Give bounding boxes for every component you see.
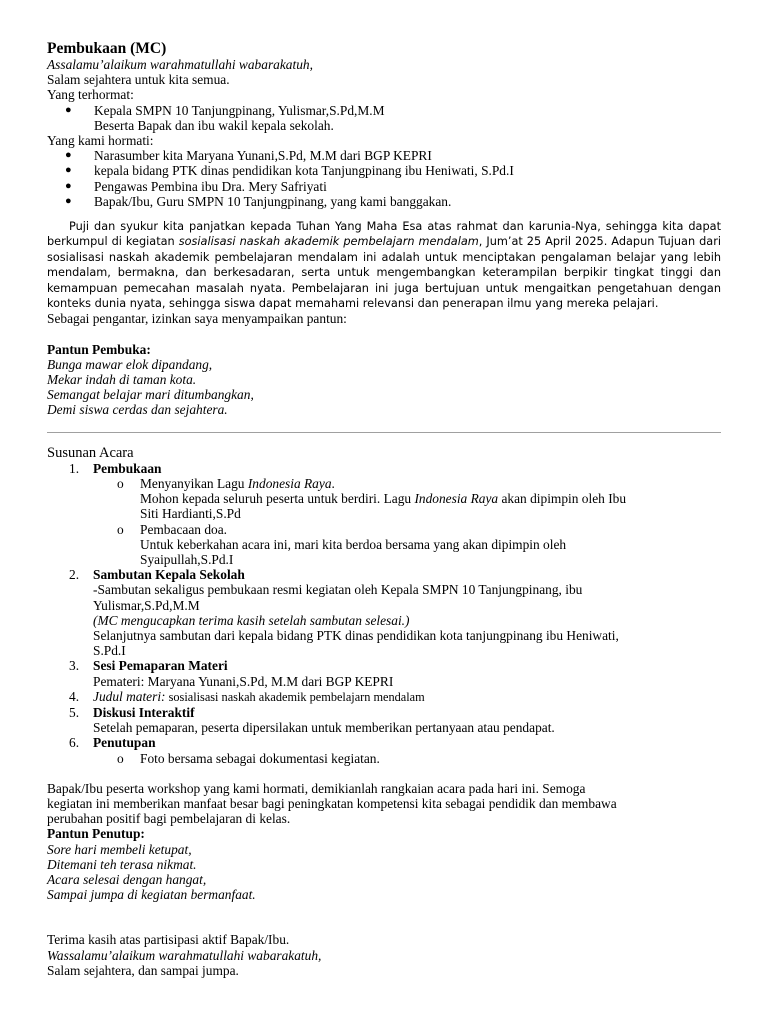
agenda-subitem: o Pembacaan doa. bbox=[117, 521, 227, 537]
closing-thanks: Terima kasih atas partisipasi aktif Bapak/Ibu. bbox=[47, 932, 290, 948]
agenda-item-2-title: 2. Sambutan Kepala Sekolah bbox=[69, 567, 245, 583]
closing-text: Bapak/Ibu peserta workshop yang kami hormati, demikianlah rangkaian acara pada hari ini. Semoga bbox=[47, 780, 586, 796]
respected-item: ● Bapak/Ibu, Guru SMPN 10 Tanjungpinang, yang kami banggakan. bbox=[65, 193, 452, 209]
opening-pantun-line: Demi siswa cerdas dan sejahtera. bbox=[47, 402, 228, 418]
agenda-item-4: 4. Judul materi: sosialisasi naskah akademik pembelajarn mendalam bbox=[69, 688, 425, 704]
agenda-subitem: o Foto bersama sebagai dokumentasi kegiatan. bbox=[117, 750, 380, 766]
agenda-subitem-desc: Syaipullah,S.Pd.I bbox=[140, 551, 234, 567]
pantun-intro: Sebagai pengantar, izinkan saya menyampaikan pantun: bbox=[47, 311, 347, 327]
respected-item: ● Pengawas Pembina ibu Dra. Mery Safriyati bbox=[65, 178, 327, 194]
opening-salam: Salam sejahtera untuk kita semua. bbox=[47, 72, 230, 88]
opening-paragraph: Puji dan syukur kita panjatkan kepada Tuhan Yang Maha Esa atas rahmat dan karunia-Nya, sehingga kita dapat berkumpul di kegiatan sosialisasi naskah akademik pembelajarn mendalam, Jum’at 25 April 2025. Adapun Tujuan dari sosialisasi naskah akademik pembelajaran mendalam ini adalah untuk menciptakan pengalaman belajar yang lebih mendalam, bermakna, dan berkesadaran, serta untuk mengembangkan keterampilan berpikir tingkat tinggi dan kemampuan pemecahan masalah nyata. Pembelajaran ini juga bertujuan untuk mengaitkan pengetahuan dengan konteks dunia nyata, sehingga siswa dapat memahami relevansi dan penerapan ilmu yang mereka pelajari. bbox=[47, 220, 722, 311]
honored-label: Yang terhormat: bbox=[47, 87, 134, 103]
agenda-item-text: S.Pd.I bbox=[93, 643, 126, 659]
opening-heading: Pembukaan (MC) bbox=[47, 40, 167, 57]
respected-item: ● kepala bidang PTK dinas pendidikan kota Tanjungpinang ibu Heniwati, S.Pd.I bbox=[65, 163, 514, 179]
opening-pantun-line: Mekar indah di taman kota. bbox=[47, 372, 197, 388]
closing-pantun-title: Pantun Penutup: bbox=[47, 826, 145, 842]
respected-item: ● Narasumber kita Maryana Yunani,S.Pd, M.M dari BGP KEPRI bbox=[65, 148, 432, 164]
agenda-heading: Susunan Acara bbox=[47, 444, 134, 461]
opening-greeting: Assalamu’alaikum warahmatullahi wabarakatuh, bbox=[47, 57, 313, 72]
agenda-subitem: o Menyanyikan Lagu Indonesia Raya. bbox=[117, 475, 335, 491]
bullet-icon: ● bbox=[65, 194, 72, 207]
closing-pantun-line: Ditemani teh terasa nikmat. bbox=[47, 856, 197, 872]
closing-text: kegiatan ini memberikan manfaat besar bagi peningkatan kompetensi kita sebagai pendidik dan membawa bbox=[47, 795, 617, 811]
agenda-item-text: Pemateri: Maryana Yunani,S.Pd, M.M dari BGP KEPRI bbox=[93, 673, 394, 689]
opening-pantun-line: Bunga mawar elok dipandang, bbox=[47, 356, 213, 372]
closing-text: perubahan positif bagi pembelajaran di kelas. bbox=[47, 811, 291, 827]
agenda-item-5-title: 5. Diskusi Interaktif bbox=[69, 704, 195, 720]
closing-final: Salam sejahtera, dan sampai jumpa. bbox=[47, 962, 239, 978]
agenda-subitem-desc: Untuk keberkahan acara ini, mari kita berdoa bersama yang akan dipimpin oleh bbox=[140, 536, 567, 552]
closing-pantun-line: Sore hari membeli ketupat, bbox=[47, 841, 192, 857]
closing-farewell: Wassalamu’alaikum warahmatullahi wabarakatuh, bbox=[47, 947, 322, 963]
agenda-item-text: Yulismar,S.Pd,M.M bbox=[93, 597, 200, 613]
agenda-item-note: (MC mengucapkan terima kasih setelah sambutan selesai.) bbox=[93, 612, 410, 628]
agenda-subitem-desc: Mohon kepada seluruh peserta untuk berdiri. Lagu Indonesia Raya akan dipimpin oleh Ibu bbox=[140, 491, 627, 507]
agenda-item-text: Setelah pemaparan, peserta dipersilakan untuk memberikan pertanyaan atau pendapat. bbox=[93, 720, 555, 736]
bullet-icon: ● bbox=[65, 164, 72, 177]
bullet-icon: ● bbox=[65, 149, 72, 162]
respected-label: Yang kami hormati: bbox=[47, 133, 154, 149]
agenda-subitem-desc: Siti Hardianti,S.Pd bbox=[140, 506, 241, 522]
agenda-item-text: -Sambutan sekaligus pembukaan resmi kegiatan oleh Kepala SMPN 10 Tanjungpinang, ibu bbox=[93, 582, 583, 598]
agenda-item-1-title: 1. Pembukaan bbox=[69, 460, 162, 476]
honored-continuation: Beserta Bapak dan ibu wakil kepala sekolah. bbox=[94, 117, 334, 133]
agenda-item-text: Selanjutnya sambutan dari kepala bidang PTK dinas pendidikan kota tanjungpinang ibu Heniwati, bbox=[93, 627, 619, 643]
section-divider bbox=[47, 432, 721, 433]
closing-pantun-line: Acara selesai dengan hangat, bbox=[47, 871, 207, 887]
agenda-item-6-title: 6. Penutupan bbox=[69, 735, 156, 751]
bullet-icon: ● bbox=[65, 103, 72, 116]
agenda-item-3-title: 3. Sesi Pemaparan Materi bbox=[69, 658, 228, 674]
honored-item: ● Kepala SMPN 10 Tanjungpinang, Yulismar,S.Pd,M.M bbox=[65, 102, 385, 118]
closing-pantun-line: Sampai jumpa di kegiatan bermanfaat. bbox=[47, 887, 256, 903]
document-page bbox=[47, 40, 721, 978]
bullet-icon: ● bbox=[65, 179, 72, 192]
opening-pantun-title: Pantun Pembuka: bbox=[47, 341, 151, 357]
opening-pantun-line: Semangat belajar mari ditumbangkan, bbox=[47, 387, 254, 403]
